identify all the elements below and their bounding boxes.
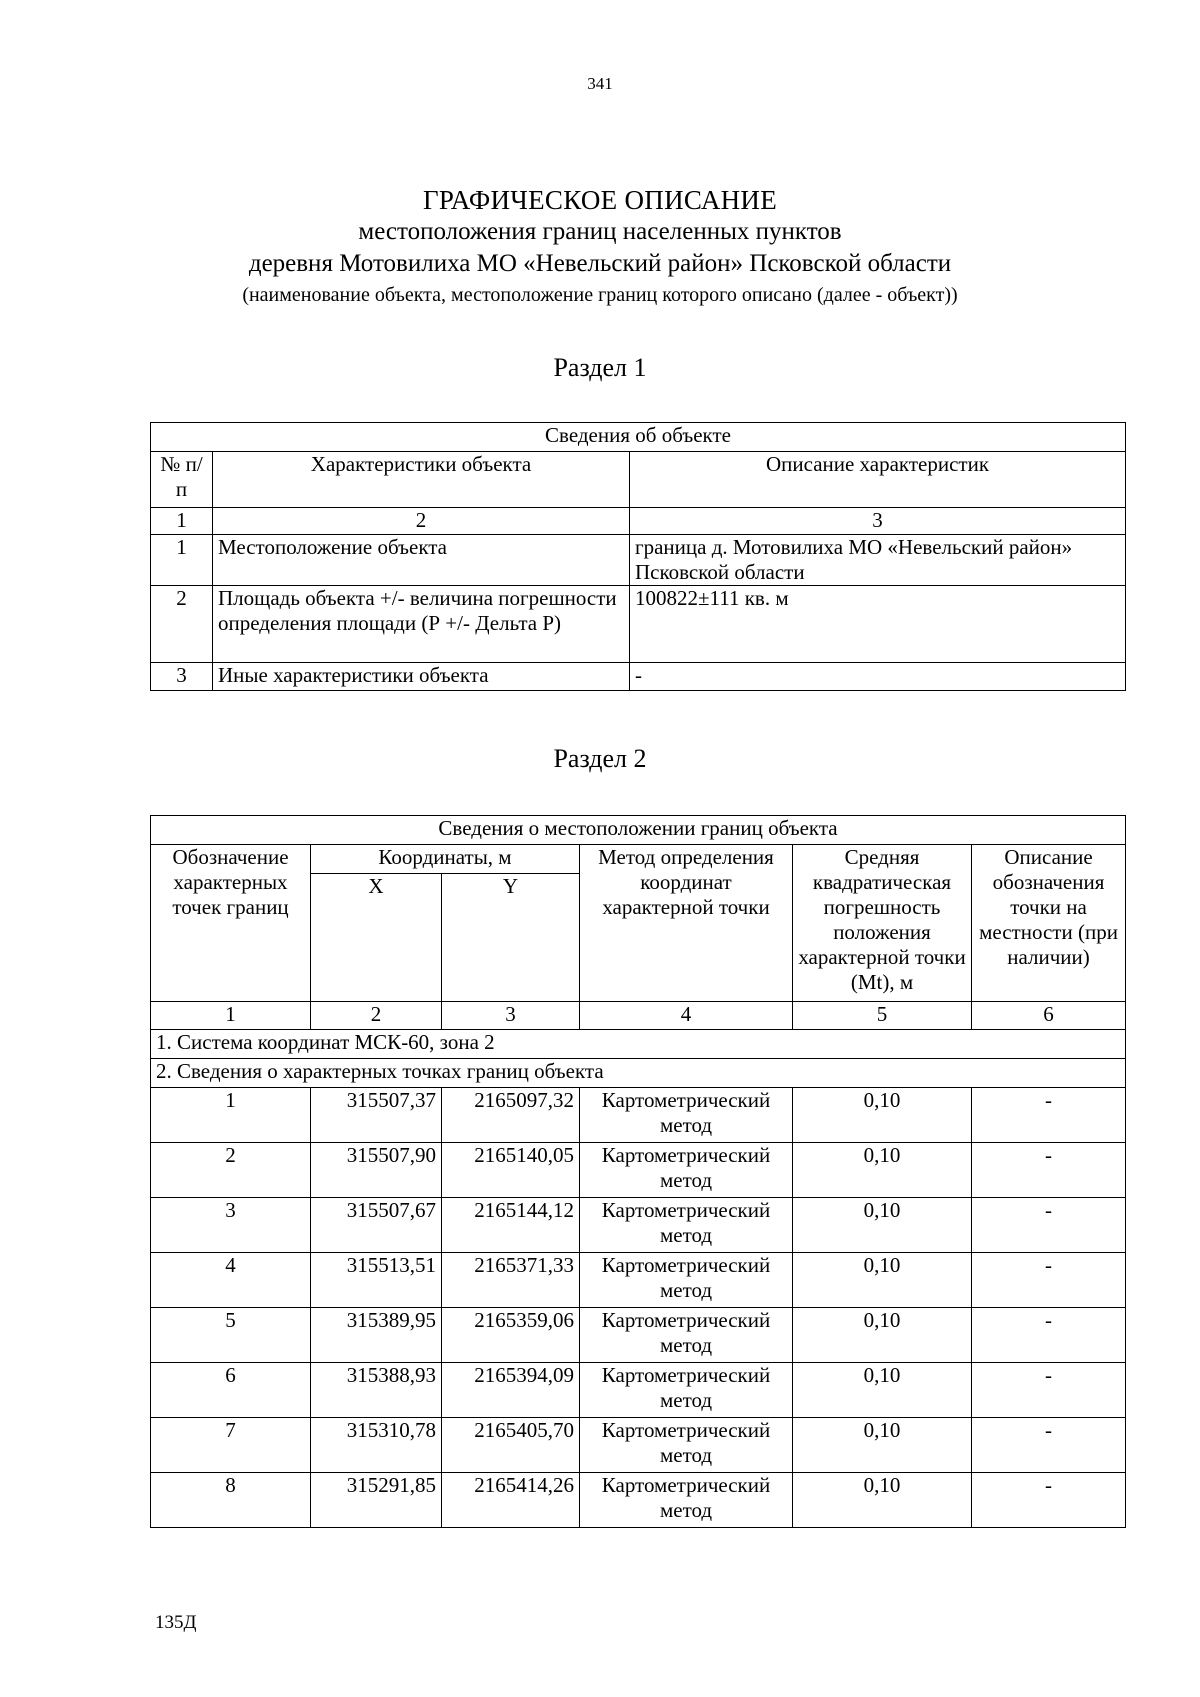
characteristic-label: Местоположение объекта — [213, 535, 630, 586]
column-header-method: Метод определения координат характерной точки — [580, 845, 793, 1002]
column-header-row — [151, 845, 1126, 874]
table-row — [151, 1473, 1126, 1528]
section-2-heading: Раздел 2 — [553, 744, 647, 773]
column-header-point: Обозначение характерных точек границ — [151, 845, 311, 1002]
point-y: 2165414,26 — [442, 1473, 580, 1528]
column-number: 3 — [442, 1002, 580, 1030]
point-id: 4 — [151, 1253, 311, 1308]
column-number-row — [151, 1002, 1126, 1030]
table-row — [151, 535, 1126, 586]
document-subtitle: местоположения границ населенных пунктов — [358, 218, 842, 245]
point-description: - — [972, 1198, 1126, 1253]
column-number: 4 — [580, 1002, 793, 1030]
column-number-row — [151, 508, 1126, 535]
point-id: 2 — [151, 1143, 311, 1198]
characteristic-value: 100822±111 кв. м — [630, 586, 1126, 663]
point-error: 0,10 — [793, 1253, 972, 1308]
point-x: 315310,78 — [311, 1418, 442, 1473]
document-title: ГРАФИЧЕСКОЕ ОПИСАНИЕ — [422, 185, 778, 215]
table-row — [151, 1253, 1126, 1308]
point-description: - — [972, 1308, 1126, 1363]
page-number: 341 — [587, 74, 613, 93]
characteristic-value: граница д. Мотовилиха МО «Невельский район» Псковской области — [630, 535, 1126, 586]
column-header-point-description: Описание обозначения точки на местности (при наличии) — [972, 845, 1126, 1002]
point-x: 315507,37 — [311, 1088, 442, 1143]
table-title-row — [151, 423, 1126, 452]
points-caption: 2. Сведения о характерных точках границ объекта — [151, 1059, 1126, 1088]
coordinate-system: 1. Система координат МСК-60, зона 2 — [151, 1030, 1126, 1059]
point-id: 6 — [151, 1363, 311, 1418]
table-title: Сведения об объекте — [151, 423, 1126, 452]
column-number: 2 — [213, 508, 630, 535]
row-number: 1 — [151, 535, 213, 586]
row-number: 2 — [151, 586, 213, 663]
table-title-row — [151, 816, 1126, 845]
column-number: 5 — [793, 1002, 972, 1030]
point-error: 0,10 — [793, 1088, 972, 1143]
column-header-coordinates: Координаты, м — [311, 845, 580, 874]
point-description: - — [972, 1473, 1126, 1528]
point-description: - — [972, 1253, 1126, 1308]
point-y: 2165140,05 — [442, 1143, 580, 1198]
object-name: деревня Мотовилиха МО «Невельский район» Псковской области — [248, 250, 952, 277]
point-x: 315507,90 — [311, 1143, 442, 1198]
point-method: Картометрический метод — [580, 1308, 793, 1363]
table-row — [151, 1088, 1126, 1143]
point-error: 0,10 — [793, 1308, 972, 1363]
point-error: 0,10 — [793, 1143, 972, 1198]
column-header-y: Y — [442, 874, 580, 1002]
point-id: 5 — [151, 1308, 311, 1363]
table-row — [151, 1418, 1126, 1473]
title-note: (наименование объекта, местоположение границ которого описано (далее - объект)) — [242, 284, 958, 306]
table-row — [151, 1308, 1126, 1363]
point-method: Картометрический метод — [580, 1418, 793, 1473]
point-x: 315388,93 — [311, 1363, 442, 1418]
point-y: 2165359,06 — [442, 1308, 580, 1363]
point-method: Картометрический метод — [580, 1473, 793, 1528]
table-row — [151, 1363, 1126, 1418]
points-caption-row — [151, 1059, 1126, 1088]
column-number: 1 — [151, 1002, 311, 1030]
column-header-x: X — [311, 874, 442, 1002]
column-header-description: Описание характеристик — [630, 452, 1126, 508]
point-x: 315507,67 — [311, 1198, 442, 1253]
characteristic-label: Иные характеристики объекта — [213, 663, 630, 691]
table-row — [151, 663, 1126, 691]
point-description: - — [972, 1418, 1126, 1473]
column-number: 2 — [311, 1002, 442, 1030]
point-id: 8 — [151, 1473, 311, 1528]
point-x: 315389,95 — [311, 1308, 442, 1363]
object-info-table — [150, 422, 1126, 691]
point-description: - — [972, 1143, 1126, 1198]
point-error: 0,10 — [793, 1198, 972, 1253]
point-error: 0,10 — [793, 1363, 972, 1418]
column-header-number: № п/п — [151, 452, 213, 508]
point-y: 2165405,70 — [442, 1418, 580, 1473]
point-id: 7 — [151, 1418, 311, 1473]
table-title: Сведения о местоположении границ объекта — [151, 816, 1126, 845]
point-error: 0,10 — [793, 1418, 972, 1473]
point-description: - — [972, 1363, 1126, 1418]
point-method: Картометрический метод — [580, 1198, 793, 1253]
point-error: 0,10 — [793, 1473, 972, 1528]
table-row — [151, 1198, 1126, 1253]
coordinate-system-row — [151, 1030, 1126, 1059]
point-method: Картометрический метод — [580, 1143, 793, 1198]
section-1-heading: Раздел 1 — [553, 353, 647, 382]
point-id: 3 — [151, 1198, 311, 1253]
characteristic-value: - — [630, 663, 1126, 691]
row-number: 3 — [151, 663, 213, 691]
table-row — [151, 586, 1126, 663]
point-y: 2165097,32 — [442, 1088, 580, 1143]
point-method: Картометрический метод — [580, 1253, 793, 1308]
column-number: 6 — [972, 1002, 1126, 1030]
column-number: 3 — [630, 508, 1126, 535]
point-method: Картометрический метод — [580, 1088, 793, 1143]
table-row — [151, 1143, 1126, 1198]
point-x: 315513,51 — [311, 1253, 442, 1308]
characteristic-label: Площадь объекта +/- величина погрешности определения площади (Р +/- Дельта Р) — [213, 586, 630, 663]
column-number: 1 — [151, 508, 213, 535]
boundary-points-table — [150, 815, 1126, 1528]
footer-code: 135Д — [155, 1612, 197, 1633]
point-y: 2165394,09 — [442, 1363, 580, 1418]
column-header-row — [151, 452, 1126, 508]
column-header-error: Средняя квадратическая погрешность положения характерной точки (Mt), м — [793, 845, 972, 1002]
point-x: 315291,85 — [311, 1473, 442, 1528]
point-id: 1 — [151, 1088, 311, 1143]
point-method: Картометрический метод — [580, 1363, 793, 1418]
point-description: - — [972, 1088, 1126, 1143]
point-y: 2165371,33 — [442, 1253, 580, 1308]
column-header-characteristics: Характеристики объекта — [213, 452, 630, 508]
point-y: 2165144,12 — [442, 1198, 580, 1253]
title-block — [0, 185, 1200, 309]
